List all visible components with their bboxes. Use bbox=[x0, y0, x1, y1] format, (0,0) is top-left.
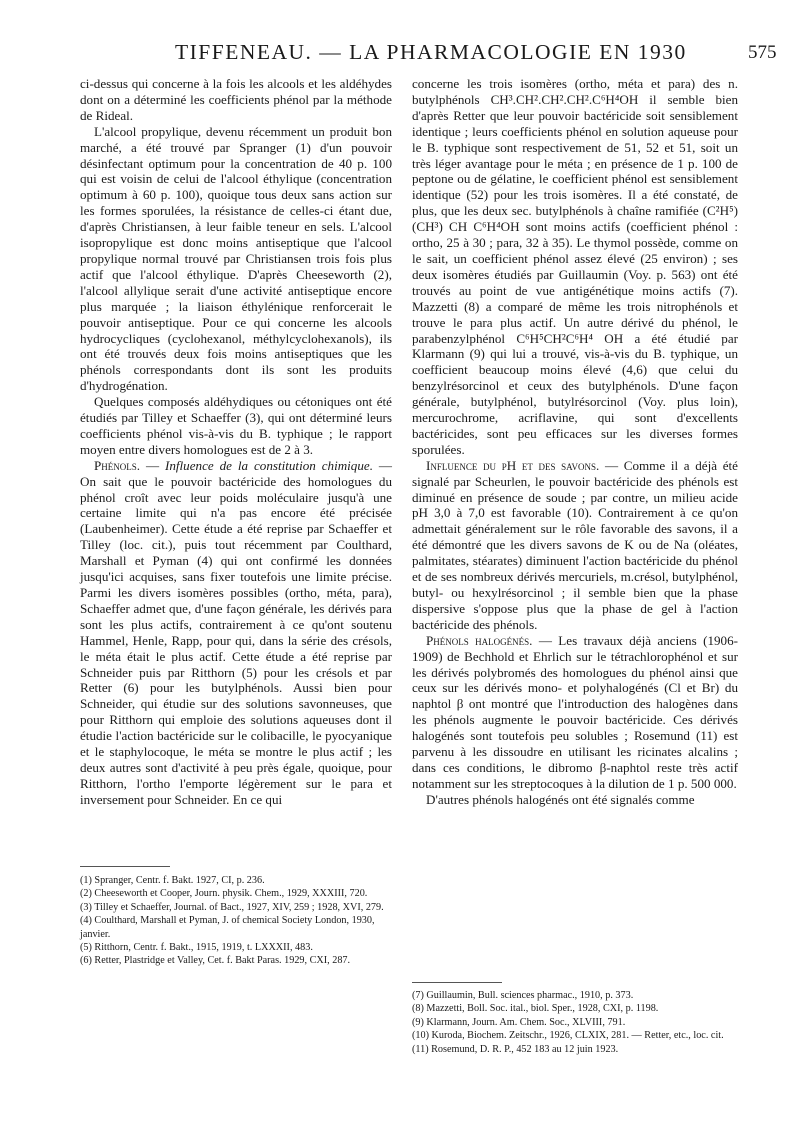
paragraph: Quelques composés aldéhydiques ou cétoniques ont été étudiés par Tilley et Schaeffer (3), qui ont déterminé leurs coefficients phénol vis-à-vis du B. typhique ; le rapport moyen entre divers homologues est de 2 à 3. bbox=[80, 394, 392, 457]
paragraph-body: — On sait que le pouvoir bactéricide des homologues du phénol croît avec leur poids moléculaire jusqu'à une certaine limite qui n'a pas encore été précisée (Laubenheimer). Cette étude a été reprise par Schaeffer et Tilley (loc. cit.), puis tout récemment par Coulthard, Marshall et Pyman (4) qui ont confirmé les données jusqu'ici acquises, sans fixer toutefois une limite précise. Parmi les divers isomères possibles (ortho, méta, para), Schaeffer admet que, d'une façon générale, les dérivés para sont les plus actifs, contrairement à ce qu'ont soutenu Hammel, Henle, Rapp, pour qui, dans la série des crésols, le méta était le plus actif. Cette étude a été reprise par Schneider puis par Ritthorn (5) pour les crésols et par Retter (6) pour les butylphénols. Aussi bien pour Schneider, qui étudie sur des solutions savonneuses, que pour Ritthorn qui emploie des solutions aqueuses dont il étudie l'action bactéricide sur le colibacille, le pyocyanique et le staphylocoque, le méta se montre le plus actif ; les deux autres sont d'activité à peu près égale, quoique, pour Ritthorn, l'ortho l'emporte légèrement sur le para et inversement pour Schneider. En ce qui bbox=[80, 457, 393, 807]
section-heading: Phénols halogénés. bbox=[426, 632, 533, 648]
paragraph-body: — Comme il a déjà été signalé par Scheurlen, le pouvoir bactéricide des phénols est diminué en présence de soude ; par contre, un milieu acide pH 3,0 à 7,0 est favorable (10). Contrairement à ce qu'on admettait généralement sur le rôle favorable des savons, il a été démontré que les divers savons de K ou de Na (oléates, palmitates, stéarates) diminuent l'action bactéricide du phénol et de ses nombreux dérivés mercuriels, m.crésol, butylphénol, butyl- ou hexylrésorcinol ; il semble bien que la phase dispersive s'oppose plus que la phase de gel à l'action bactéricide des phénols. bbox=[412, 457, 738, 632]
paragraph: ci-dessus qui concerne à la fois les alcools et les aldéhydes dont on a déterminé les coefficients phénol par la méthode de Rideal. bbox=[80, 76, 392, 123]
footnote: (7) Guillaumin, Bull. sciences pharmac., 1910, p. 373. bbox=[412, 990, 634, 1001]
section-phenols-halogenes bbox=[412, 633, 738, 792]
footnote: (8) Mazzetti, Boll. Soc. ital., biol. Sper., 1928, CXI, p. 1198. bbox=[412, 1003, 659, 1015]
footnote: (1) Spranger, Centr. f. Bakt. 1927, CI, p. 236. bbox=[80, 875, 265, 886]
section-heading: Phénols. bbox=[94, 457, 141, 473]
heading-dash: — bbox=[140, 457, 165, 473]
section-subtitle: Influence de la constitution chimique. bbox=[164, 457, 373, 473]
footnote: (9) Klarmann, Journ. Am. Chem. Soc., XLVIII, 791. bbox=[412, 1016, 626, 1028]
footnotes-right bbox=[412, 989, 738, 1056]
section-heading: Influence du pH et des savons. bbox=[426, 457, 600, 473]
footnote: (6) Retter, Plastridge et Valley, Cet. f. Bakt Paras. 1929, CXI, 287. bbox=[80, 955, 351, 967]
paragraph-body: — Les travaux déjà anciens (1906-1909) de Bechhold et Ehrlich sur le tétrachlorophénol et sur les dérivés polybromés des homologues du phénol ainsi que ceux sur les dérivés mono- et polyhalogénés (Cl et Br) du naphtol β ont montré que l'introduction des halogènes dans les phénols augmente le pouvoir bactéricide. Ces dérivés halogénés sont toutefois peu solubles ; Rosemund (11) est parvenu à les dissoudre en utilisant les ricinates alcalins ; dans ces conditions, le dibromo β-naphtol reste très actif notamment sur les streptocoques à la dilution de 1 p. 500 000. bbox=[412, 632, 738, 791]
footnote-separator-right bbox=[412, 982, 502, 983]
footnote: (11) Rosemund, D. R. P., 452 183 au 12 juin 1923. bbox=[412, 1043, 619, 1055]
paragraph: D'autres phénols halogénés ont été signalés comme bbox=[426, 791, 695, 807]
footnote: (5) Ritthorn, Centr. f. Bakt., 1915, 1919, t. LXXXII, 483. bbox=[80, 942, 313, 954]
footnote: (2) Cheeseworth et Cooper, Journ. physik. Chem., 1929, XXXIII, 720. bbox=[80, 888, 368, 900]
footnote: (4) Coulthard, Marshall et Pyman, J. of chemical Society London, 1930, janvier. bbox=[80, 915, 375, 940]
footnote-separator-left bbox=[80, 866, 170, 867]
footnote: (3) Tilley et Schaeffer, Journal. of Bact., 1927, XIV, 259 ; 1928, XVI, 279. bbox=[80, 901, 384, 913]
left-column bbox=[80, 76, 392, 808]
running-title: TIFFENEAU. — LA PHARMACOLOGIE EN 1930 bbox=[175, 40, 687, 64]
paragraph: concerne les trois isomères (ortho, méta et para) des n. butylphénols CH³.CH².CH².CH².C⁶H⁴OH il semble bien d'après Retter que leur pouvoir bactéricide soit sensiblement identique ; leurs coefficients phénol en solution aqueuse pour le B. typhique sont respectivement de 51, 52 et 51, soit un très léger avantage pour le méta ; en présence de 1 p. 100 de peptone ou de gélatine, le coefficient phénol est sensiblement identique (52) pour les trois isomères. Il a été constaté, de plus, que les deux sec. butylphénols à chaîne ramifiée (C²H⁵) (CH³) CH C⁶H⁴OH sont moins actifs (coefficient phénol : ortho, 25 à 30 ; para, 32 à 35). Le thymol possède, comme on le sait, un coefficient phénol assez élevé (25 environ) ; ses deux isomères étudiés par Guillaumin (Voy. p. 563) ont été trouvés au point de vue antigénétique moins actifs (7). Mazzetti (8) a comparé de même les trois nitrophénols et trouve le para plus actif. Un autre dérivé du phénol, le parabenzylphénol C⁶H⁵CH²C⁶H⁴ OH a été étudié par Klarmann (9) qui lui a trouvé, vis-à-vis du B. typhique, un coefficient beaucoup moins élevé (4,6) que celui du benzylrésorcinol et ceux des butylphénols. D'une façon générale, butylphénol, butylrésorcinol (Voy. plus loin), mercurochrome, acriflavine, qui sont d'excellents bactéricides, sont peu efficaces sur les diverses formes sporulées. bbox=[412, 76, 738, 457]
right-column bbox=[412, 76, 738, 808]
section-ph-savons bbox=[412, 458, 738, 633]
footnotes-left bbox=[80, 874, 392, 968]
running-header bbox=[0, 40, 800, 74]
footnote: (10) Kuroda, Biochem. Zeitschr., 1926, CLXIX, 281. — Retter, etc., loc. cit. bbox=[412, 1030, 724, 1042]
paragraph: L'alcool propylique, devenu récemment un produit bon marché, a été trouvé par Spranger (1) d'un pouvoir désinfectant optimum pour la concentration de 40 p. 100 qui est voisin de celui de l'alcool éthylique (concentration optimum à 60 p. 100), quoique tous deux sans action sur les formes sporulées, la résistance de celles-ci étant due, d'après Christiansen, à leur faible teneur en sels. L'alcool isopropylique est donc moins antiseptique que l'alcool propylique normal trouvé par Christiansen trois fois plus actif que l'alcool éthylique. D'après Cheeseworth (2), l'alcool allylique serait d'une activité antiseptique encore plus marquée ; la liaison éthylénique renforcerait le pouvoir antiseptique. Pour ce qui concerne les alcools hydrocycliques (cyclohexanol, méthylcyclohexanols), ils ont été trouvés deux fois moins antiseptiques que les phénols correspondants dont ils sont les produits d'hydrogénation. bbox=[80, 123, 392, 394]
page-number: 575 bbox=[748, 42, 777, 63]
section-phenols bbox=[80, 458, 392, 808]
